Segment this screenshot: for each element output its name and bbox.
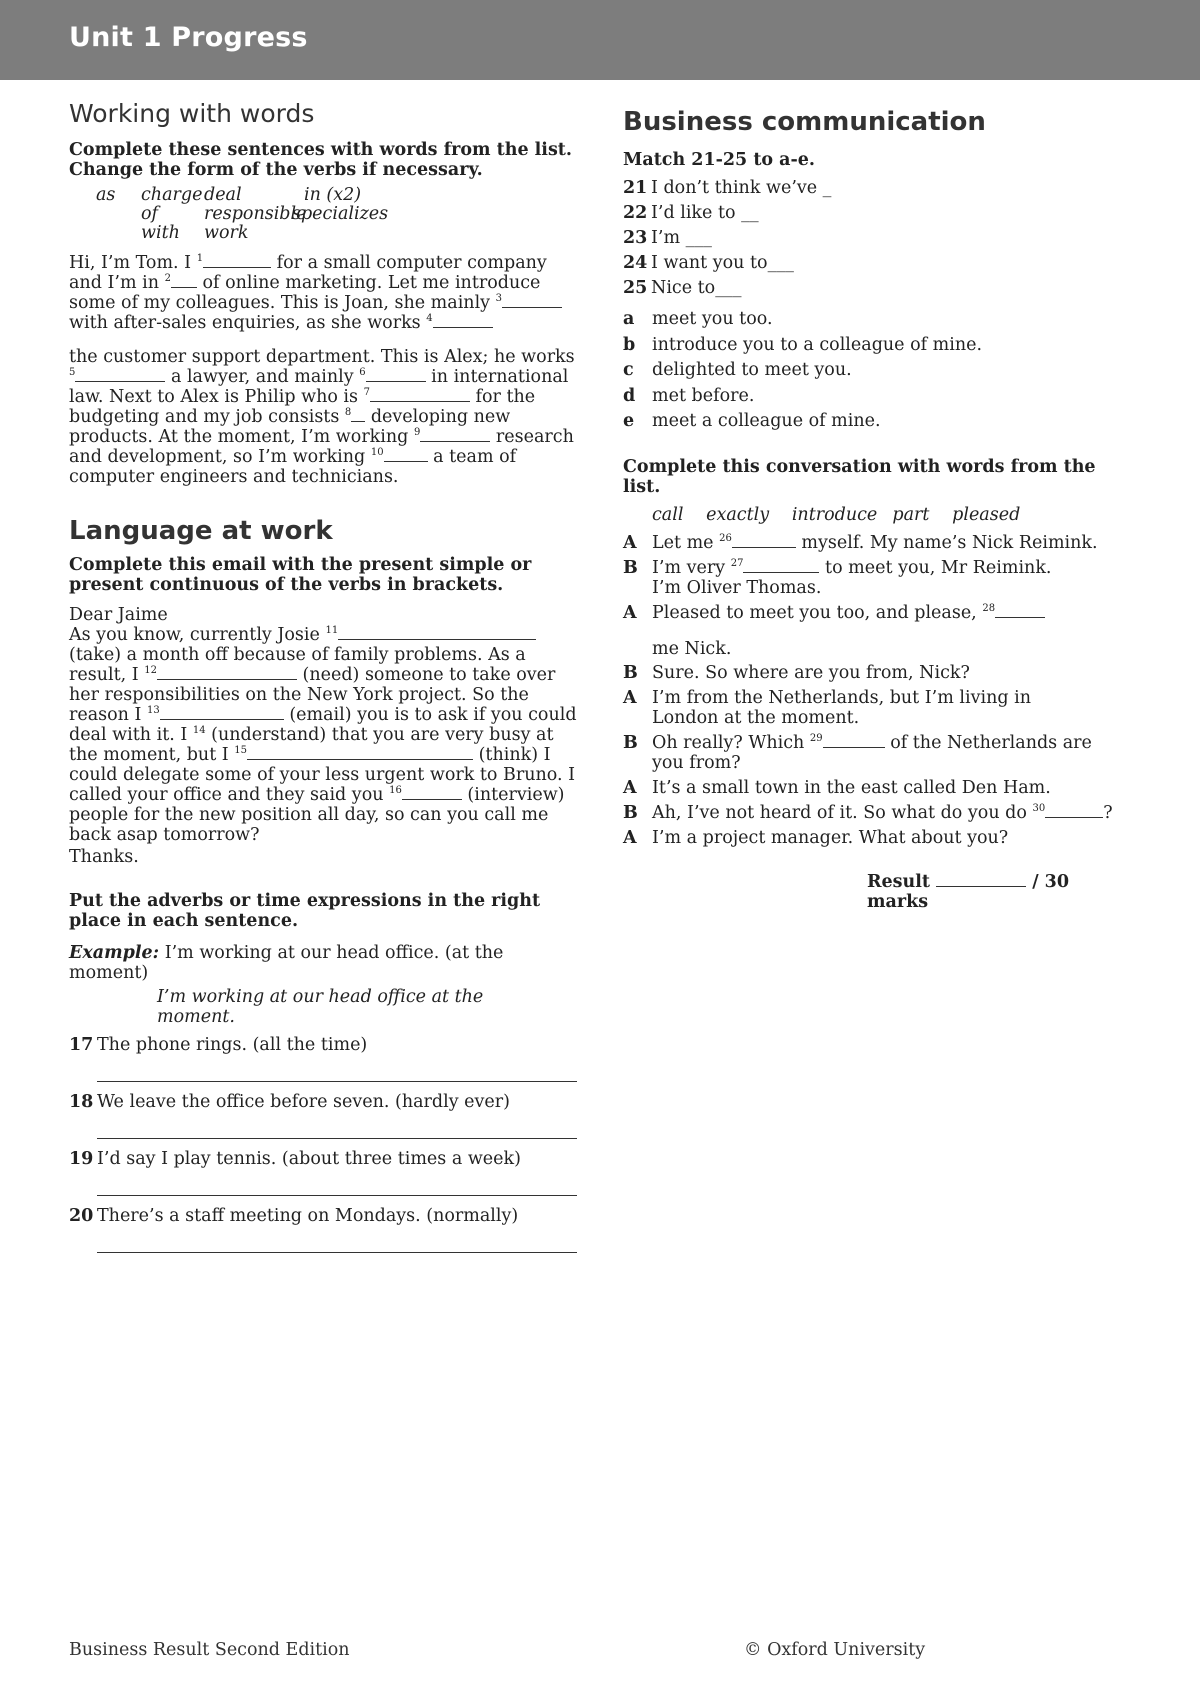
item-text: I’d say I play tennis. (about three times a week) (97, 1149, 521, 1169)
text: of online marketing. Let me introduce some of my colleagues. This is Joan, she mainly (69, 273, 541, 313)
gap-9[interactable] (420, 427, 490, 442)
item-text: There’s a staff meeting on Mondays. (normally) (97, 1206, 519, 1226)
text: Pleased to meet you too, and please, (652, 602, 977, 623)
item-number: 18 (69, 1092, 94, 1112)
list-item (69, 1149, 579, 1196)
gap-number: 5 (69, 367, 76, 379)
result-total: / 30 (1032, 871, 1070, 892)
speaker: B (623, 732, 638, 753)
speaker: A (623, 532, 637, 553)
list-item (623, 358, 1143, 384)
text: I’m very (652, 557, 726, 578)
gap-15[interactable] (247, 745, 473, 760)
result-marks: marks (867, 891, 929, 912)
word: responsible (204, 204, 307, 224)
word: charge (141, 185, 203, 205)
text: people for the new position all day, so can you call me back asap tomorrow? (69, 805, 549, 845)
gap-number: 2 (164, 273, 171, 285)
gap-13[interactable] (160, 705, 284, 720)
gap-number: 14 (192, 725, 206, 737)
gap-16[interactable] (402, 785, 462, 800)
item-number: 22 (623, 203, 648, 223)
answer-line[interactable] (97, 1055, 577, 1082)
gap-number: 9 (413, 427, 421, 439)
word: in (x2) (304, 185, 362, 205)
gap-30[interactable] (1045, 803, 1103, 818)
item-number: 17 (69, 1035, 94, 1055)
conversation-line (623, 803, 1143, 823)
text: for the budgeting and my job consists (69, 387, 536, 427)
list-item (623, 201, 1143, 226)
gap-number: 27 (730, 557, 744, 569)
gap-number: 28 (982, 602, 996, 614)
conversation-line (623, 663, 1143, 683)
gap-28[interactable] (995, 603, 1045, 618)
option-text: delighted to meet you. (652, 360, 852, 380)
text: I’m from the Netherlands, but I’m living in London at the moment. (652, 687, 1031, 728)
gap-number: 4 (426, 313, 433, 325)
gap-number: 8 (344, 407, 352, 419)
text: (need) someone to take over her responsibilities on the New York project. So the reason I (69, 665, 556, 725)
answer-line[interactable] (97, 1169, 577, 1196)
left-column (69, 99, 579, 1253)
speaker: B (623, 662, 638, 683)
list-item (623, 384, 1143, 410)
list-item (69, 1206, 579, 1253)
text: Sure. So where are you from, Nick? (652, 662, 970, 683)
gap-1[interactable] (203, 253, 271, 268)
gap-26[interactable] (732, 533, 796, 548)
text: of the Netherlands are you from? (652, 732, 1092, 773)
list-item (623, 333, 1143, 359)
gap-number: 10 (370, 447, 384, 459)
text: Hi, I’m Tom. I (69, 253, 192, 273)
example-label: Example: (69, 943, 160, 963)
text: the customer support department. This is Alex; he works (69, 347, 575, 367)
text: I’m a project manager. What about you? (652, 827, 1009, 848)
option-letter: b (623, 334, 636, 355)
example-answer: I’m working at our head office at the moment. (157, 987, 484, 1027)
result-box (867, 872, 1097, 912)
text: Let me (652, 532, 714, 553)
footer-right: © Oxford University (744, 1640, 926, 1660)
speaker: A (623, 777, 637, 798)
word: with (141, 223, 180, 243)
list-item (69, 1035, 579, 1082)
item-number: 23 (623, 228, 648, 248)
example-text: I’m working at our head office. (at the moment) (69, 943, 504, 983)
list-item (623, 176, 1143, 201)
section-title-working-with-words: Working with words (69, 99, 315, 128)
adverb-exercise (69, 1035, 579, 1253)
conversation-line (623, 533, 1143, 553)
option-letter: c (623, 360, 634, 380)
word: work (204, 223, 249, 243)
gap-27[interactable] (743, 558, 819, 573)
word: pleased (952, 504, 1021, 525)
conversation-line (623, 778, 1143, 798)
conversation-line (623, 828, 1143, 848)
word: call (652, 504, 684, 525)
conversation-line (623, 603, 1143, 659)
gap-12[interactable] (157, 665, 297, 680)
option-letter: a (623, 309, 635, 329)
text: myself. My name’s Nick Reimink. (801, 532, 1098, 553)
option-text: met before. (652, 385, 755, 406)
word: of (141, 204, 159, 224)
text: (think) I could delegate some of your less urgent work to Bruno. I called your office and they said you (69, 745, 576, 805)
gap-number: 3 (495, 293, 503, 305)
gap-number: 13 (147, 705, 160, 717)
match-instruction: Match 21-25 to a-e. (623, 150, 816, 170)
speaker: B (623, 802, 638, 823)
item-number: 21 (623, 178, 648, 198)
gap-number: 7 (363, 387, 370, 399)
conversation-instruction: Complete this conversation with words from the list. (623, 456, 1096, 497)
gap-7[interactable] (370, 387, 470, 402)
word: exactly (706, 504, 770, 525)
footer-left: Business Result Second Edition (69, 1640, 350, 1660)
option-text: meet a colleague of mine. (652, 411, 881, 431)
gap-number: 26 (719, 532, 732, 544)
speaker: A (623, 687, 637, 708)
list-item (623, 226, 1143, 251)
gap-6[interactable] (366, 367, 426, 382)
speaker: A (623, 602, 637, 623)
word: specializes (292, 204, 389, 224)
text: It’s a small town in the east called Den Ham. (652, 777, 1051, 798)
item-number: 19 (69, 1149, 94, 1169)
list-item (623, 307, 1143, 333)
gap-number: 29 (809, 732, 823, 744)
list-item (623, 251, 1143, 276)
page-title: Unit 1 Progress (69, 22, 308, 53)
gap-5[interactable] (75, 367, 165, 382)
text: (take) a month off because of family problems. As a result, I (69, 645, 526, 685)
item-text: The phone rings. (all the time) (97, 1035, 368, 1055)
gap-3[interactable] (502, 293, 562, 308)
gap-4[interactable] (433, 313, 493, 328)
speaker: B (623, 557, 638, 578)
conversation-line (623, 733, 1143, 773)
text: in international law. Next to Alex is Philip who is (69, 367, 569, 407)
text: a lawyer, and mainly (170, 367, 354, 387)
word: part (892, 504, 930, 525)
text: with after-sales enquiries, as she works (69, 313, 421, 333)
result-score-field[interactable] (936, 872, 1026, 887)
text: to meet you, Mr Reimink. (825, 557, 1052, 578)
text: As you know, currently Josie (69, 625, 320, 645)
list-item (623, 276, 1143, 301)
item-number: 24 (623, 253, 648, 273)
text: Ah, I’ve not heard of it. So what do you do (652, 802, 1027, 823)
gap-number: 30 (1032, 802, 1046, 814)
text: (email) you is to ask if you could deal with it. I (69, 705, 577, 745)
text: developing new products. At the moment, I’m working (69, 407, 511, 447)
speaker: A (623, 827, 637, 848)
item-text: I don’t think we’ve _ (651, 178, 832, 198)
text: research and development, so I’m working (69, 427, 574, 467)
gap-10[interactable] (384, 447, 428, 462)
conversation (623, 533, 1143, 848)
email-signoff: Thanks. (69, 847, 139, 867)
match-options (623, 307, 1143, 435)
text: a team of computer engineers and technicians. (69, 447, 517, 487)
gap-29[interactable] (823, 733, 885, 748)
text: (interview) (467, 785, 565, 805)
gap-number: 6 (359, 367, 366, 379)
email-text (69, 605, 579, 867)
word: deal (204, 185, 242, 205)
example (69, 943, 579, 983)
item-text: Nice to___ (651, 278, 742, 298)
gap-number: 1 (196, 253, 204, 265)
instruction-3: Put the adverbs or time expressions in the right place in each sentence. (69, 891, 541, 931)
right-column (623, 107, 1143, 912)
option-letter: e (623, 411, 635, 431)
gap-number: 16 (389, 785, 402, 797)
item-text: I’m ___ (651, 228, 712, 248)
match-items (623, 176, 1143, 301)
list-item (623, 409, 1143, 435)
text: I’m Oliver Thomas. (652, 577, 822, 598)
gap-2[interactable] (171, 273, 197, 288)
item-number: 25 (623, 278, 648, 298)
gap-8[interactable] (351, 407, 365, 422)
option-text: introduce you to a colleague of mine. (652, 334, 983, 355)
option-text: meet you too. (652, 309, 773, 329)
gap-fill-text (69, 253, 579, 487)
result-label: Result (867, 871, 930, 892)
word: introduce (791, 504, 878, 525)
gap-number: 11 (325, 625, 339, 637)
text: ? (1103, 802, 1113, 823)
section-title-business-communication: Business communication (623, 107, 986, 137)
text: (understand) that you are very busy at the moment, but I (69, 725, 554, 765)
gap-number: 12 (144, 665, 157, 677)
item-text: We leave the office before seven. (hardly ever) (97, 1092, 510, 1112)
item-text: I want you to___ (651, 253, 794, 273)
conversation-line (623, 688, 1143, 728)
item-number: 20 (69, 1206, 94, 1226)
item-text: I’d like to __ (651, 203, 759, 223)
page-header (0, 0, 1200, 80)
text: for a small computer company and I’m in (69, 253, 547, 293)
instruction-2: Complete this email with the present simple or present continuous of the verbs in brackets. (69, 555, 532, 595)
option-letter: d (623, 385, 636, 406)
gap-number: 15 (234, 745, 248, 757)
section-title-language-at-work: Language at work (69, 516, 333, 546)
email-greeting: Dear Jaime (69, 605, 168, 625)
word-list (96, 186, 579, 243)
text: me Nick. (652, 638, 732, 659)
text: Oh really? Which (652, 732, 805, 753)
answer-line[interactable] (97, 1112, 577, 1139)
gap-11[interactable] (338, 625, 536, 640)
word: as (96, 185, 116, 205)
conversation-line (623, 558, 1143, 598)
answer-line[interactable] (97, 1226, 577, 1253)
instruction-1: Complete these sentences with words from the list. Change the form of the verbs if necessary. (69, 140, 572, 180)
conversation-word-list (652, 505, 1143, 525)
list-item (69, 1092, 579, 1139)
